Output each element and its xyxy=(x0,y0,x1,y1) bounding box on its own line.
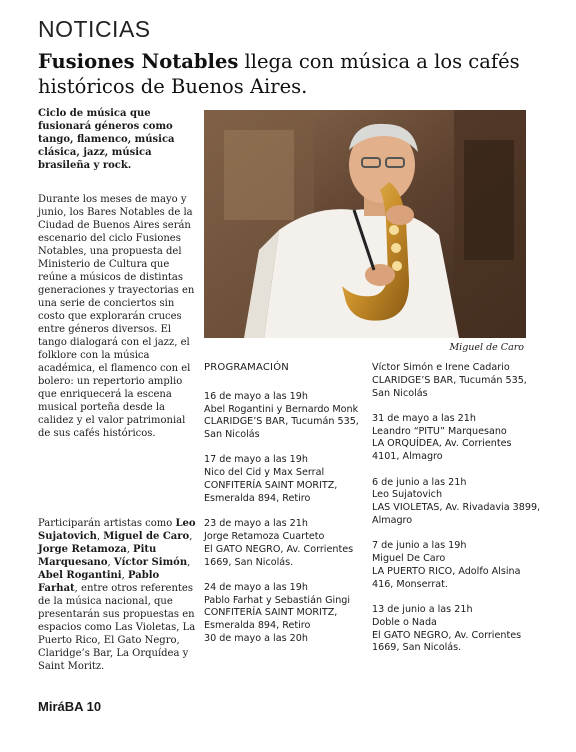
event-entry xyxy=(372,477,542,528)
event-entry xyxy=(372,362,542,400)
body-text-2: Participarán artistas como Leo Sujatovich, Miguel de Caro, Jorge Retamoza, Pitu Marquesano, Víctor Simón, Abel Rogantini, Pablo Farhat, entre otros referentes de la música nacional, que presentarán sus propuestas en espacios como Las Violetas, La Puerto Rico, El Gato Negro, Claridge’s Bar, La Orquídea y Saint Moritz. xyxy=(38,518,196,672)
event-artists: Nico del Cid y Max Serral xyxy=(204,467,325,479)
event-entry xyxy=(204,518,372,569)
event-artists: Abel Rogantini y Bernardo Monk xyxy=(204,403,359,415)
event-venue: CLARIDGE’S BAR, Tucumán 535, San Nicolás xyxy=(204,416,359,441)
programacion-column-2 xyxy=(372,362,542,655)
event-venue: CONFITERÍA SAINT MORITZ, Esmeralda 894, Retiro xyxy=(204,607,338,632)
event-entry xyxy=(204,391,372,442)
saxophonist-photo xyxy=(204,110,526,338)
photo-illustration xyxy=(204,110,526,338)
artist-name: Miguel de Caro xyxy=(103,531,190,542)
event-entry xyxy=(372,540,542,591)
body-paragraph-1 xyxy=(38,193,198,440)
headline-rest: llega con música a los cafés históricos de Buenos Aires. xyxy=(38,50,520,98)
event-artists: Leo Sujatovich xyxy=(372,489,443,501)
lead-paragraph: Ciclo de música que fusionará géneros como tango, flamenco, música clásica, jazz, música brasileña y rock. xyxy=(38,108,175,171)
body2-intro: Participarán artistas como xyxy=(38,518,176,529)
body2-outro: , entre otros referentes de la música nacional, que presentarán sus propuestas en espacios como Las Violetas, La Puerto Rico, El Gato Negro, Claridge’s Bar, La Orquídea y Saint Moritz. xyxy=(38,583,196,672)
event-artists: Pablo Farhat y Sebastián Gingi xyxy=(204,594,351,606)
page-number: 10 xyxy=(86,699,102,714)
event-entry xyxy=(204,454,372,505)
artist-name: Víctor Simón xyxy=(113,557,188,568)
event-artists: Doble o Nada xyxy=(372,616,437,628)
event-date: 16 de mayo a las 19h xyxy=(204,390,308,402)
page-footer xyxy=(38,699,101,714)
section-label: NOTICIAS xyxy=(38,16,151,42)
artist-name: Jorge Retamoza xyxy=(38,544,127,555)
programacion-title: PROGRAMACIÓN xyxy=(204,362,289,373)
event-venue: LA ORQUÍDEA, Av. Corrientes 4101, Almagro xyxy=(372,438,512,463)
event-venue: CLARIDGE’S BAR, Tucumán 535, San Nicolás xyxy=(372,374,527,399)
event-venue: El GATO NEGRO, Av. Corrientes 1669, San Nicolás. xyxy=(372,629,522,654)
artist-name: Leo Sujatovich xyxy=(38,518,196,542)
event-entry xyxy=(372,413,542,464)
artist-name: Pablo Farhat xyxy=(38,570,160,594)
event-venue: LA PUERTO RICO, Adolfo Alsina 416, Monserrat. xyxy=(372,565,521,590)
event-date: 7 de junio a las 19h xyxy=(372,540,467,552)
event-date: 31 de mayo a las 21h xyxy=(372,412,476,424)
event-entry xyxy=(372,604,542,655)
photo-caption: Miguel de Caro xyxy=(449,342,524,353)
event-venue: CONFITERÍA SAINT MORITZ, Esmeralda 894, Retiro xyxy=(204,480,338,504)
headline-bold: Fusiones Notables xyxy=(38,50,239,73)
event-date: 24 de mayo a las 19h xyxy=(204,581,308,593)
event-date: 30 de mayo a las 20h xyxy=(204,633,308,645)
headline xyxy=(38,49,538,99)
body-text-1: Durante los meses de mayo y junio, los Bares Notables de la Ciudad de Buenos Aires serán escenario del ciclo Fusiones Notables, una propuesta del Ministerio de Cultura que reúne a músicos de distintas generaciones y trayectorias en una serie de conciertos sin costo que explorarán cruces entre géneros diversos. El tango dialogará con el jazz, el folklore con la música académica, el flamenco con el bolero: un repertorio amplio que enriquecerá la escena musical porteña desde la calidez y el valor patrimonial de sus cafés históricos. xyxy=(38,194,195,439)
artist-name: Pitu Marquesano xyxy=(38,544,157,568)
event-artists: Jorge Retamoza Cuarteto xyxy=(204,530,325,542)
event-date: 6 de junio a las 21h xyxy=(372,476,467,488)
event-date: 17 de mayo a las 19h xyxy=(204,454,308,466)
event-date: 13 de junio a las 21h xyxy=(372,603,473,615)
event-entry xyxy=(204,582,372,646)
programacion-column-1 xyxy=(204,362,372,646)
event-venue: LAS VIOLETAS, Av. Rivadavia 3899, Almagro xyxy=(372,502,541,526)
event-artists: Miguel De Caro xyxy=(372,553,446,565)
body-paragraph-2 xyxy=(38,517,198,673)
event-venue: El GATO NEGRO, Av. Corrientes 1669, San Nicolás. xyxy=(204,543,354,568)
event-artists: Víctor Simón e Irene Cadario xyxy=(372,362,510,373)
event-artists: Leandro “PITU” Marquesano xyxy=(372,425,507,437)
event-date: 23 de mayo a las 21h xyxy=(204,518,308,530)
magazine-brand: MiráBA xyxy=(38,699,84,714)
artist-name: Abel Rogantini xyxy=(38,570,122,581)
